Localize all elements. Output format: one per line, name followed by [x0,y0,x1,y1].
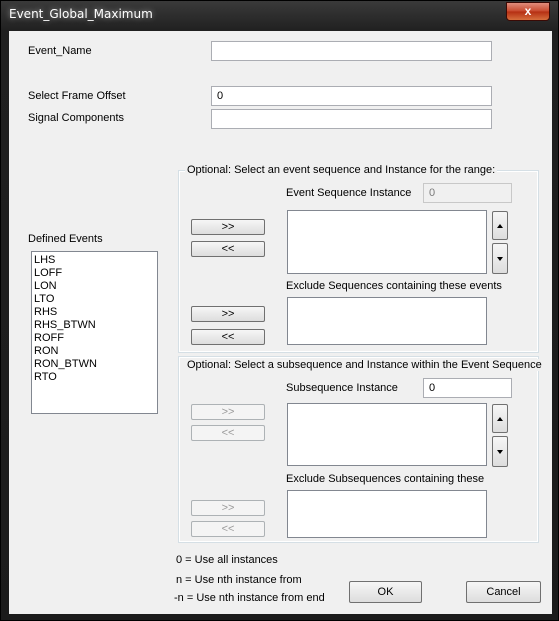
exclude-subsequences-label: Exclude Subsequences containing these [286,473,485,485]
subsequence-group-title: Optional: Select a subsequence and Instance within the Event Sequence [187,359,542,371]
event-sequence-instance-label: Event Sequence Instance [286,187,412,199]
legend-nth-from-end: -n = Use nth instance from end [174,592,325,604]
list-item[interactable]: RHS_BTWN [34,319,96,331]
frame-offset-field[interactable]: 0 [211,86,492,106]
event-sequence-instance-field[interactable]: 0 [423,183,512,203]
legend-nth-instance: n = Use nth instance from [176,574,302,586]
subsequence-move-down-button[interactable] [492,436,508,467]
add-subsequence-button[interactable]: >> [191,404,265,420]
remove-exclude-subsequence-button[interactable]: << [191,521,265,537]
add-exclude-sequence-button[interactable]: >> [191,306,265,322]
list-item[interactable]: ROFF [34,332,64,344]
exclude-sequences-label: Exclude Sequences containing these events [286,280,502,292]
list-item[interactable]: RHS [34,306,58,318]
list-item[interactable]: LOFF [34,267,63,279]
triangle-down-icon [497,450,503,454]
triangle-down-icon [497,257,503,261]
remove-exclude-sequence-button[interactable]: << [191,329,265,345]
defined-events-label: Defined Events [28,233,103,245]
sequence-move-up-button[interactable] [492,211,508,240]
subsequence-instance-field[interactable]: 0 [423,378,512,398]
sequence-move-down-button[interactable] [492,243,508,274]
exclude-subsequences-list[interactable] [287,490,487,538]
list-item[interactable]: LON [34,280,57,292]
remove-sequence-button[interactable]: << [191,241,265,257]
event-sequence-list[interactable] [287,210,487,274]
list-item[interactable]: LTO [34,293,55,305]
frame-offset-label: Select Frame Offset [28,90,126,102]
triangle-up-icon [497,417,503,421]
remove-subsequence-button[interactable]: << [191,425,265,441]
exclude-sequences-list[interactable] [287,297,487,345]
list-item[interactable]: RON [34,345,59,357]
signal-components-label: Signal Components [28,112,125,124]
event-sequence-group-title: Optional: Select an event sequence and Instance for the range: [187,164,496,176]
signal-components-field[interactable] [211,109,492,129]
dialog-client-area [9,31,552,614]
subsequence-instance-label: Subsequence Instance [286,382,398,394]
list-item[interactable]: RTO [34,371,57,383]
defined-events-list[interactable] [31,251,158,414]
triangle-up-icon [497,224,503,228]
window-title: Event_Global_Maximum [9,7,153,21]
close-icon: x [524,4,532,18]
list-item[interactable]: LHS [34,254,56,266]
subsequence-move-up-button[interactable] [492,404,508,433]
legend-all-instances: 0 = Use all instances [176,554,278,566]
event-name-label: Event_Name [28,45,92,57]
ok-button[interactable]: OK [349,581,422,603]
cancel-button[interactable]: Cancel [466,581,541,603]
subsequence-list[interactable] [287,403,487,466]
close-button[interactable] [506,2,550,21]
add-exclude-subsequence-button[interactable]: >> [191,500,265,516]
add-sequence-button[interactable]: >> [191,219,265,235]
title-bar[interactable] [1,1,559,29]
list-item[interactable]: RON_BTWN [34,358,97,370]
event-name-field[interactable] [211,41,492,61]
